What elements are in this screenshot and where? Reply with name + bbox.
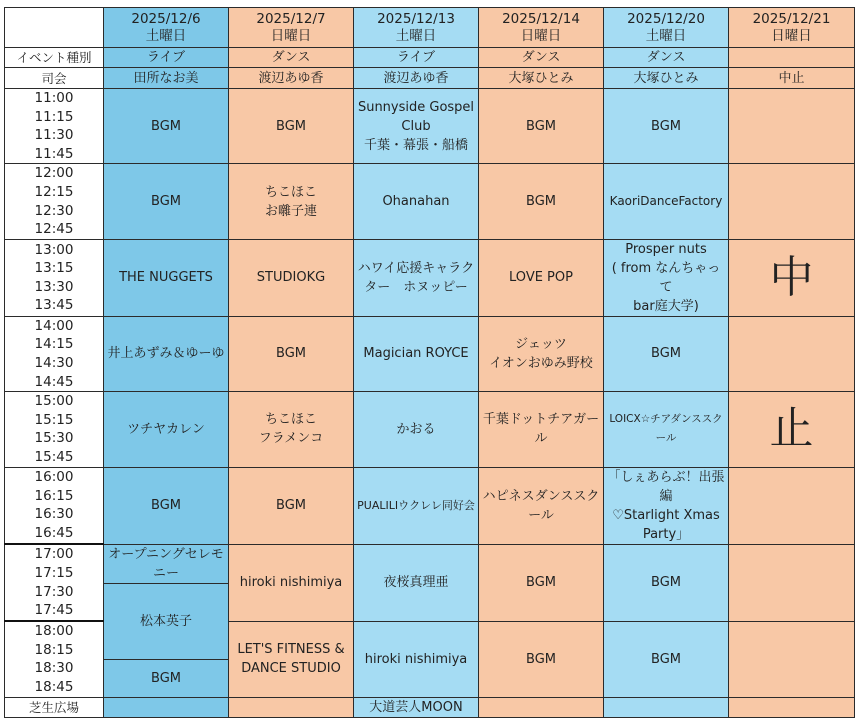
- event-schedule-table: [4, 7, 855, 718]
- slot-cell: THE NUGGETS: [104, 239, 229, 316]
- slot-cell: KaoriDanceFactory: [604, 164, 729, 239]
- cancelled-cell: [729, 316, 855, 391]
- time-cell: 17:00 17:15 17:30 17:45: [5, 544, 104, 621]
- event-type-cell: [729, 48, 855, 68]
- footer-cell: 大道芸人MOON: [354, 697, 479, 717]
- slot-cell: かおる: [354, 392, 479, 467]
- slot-cell: BGM: [104, 164, 229, 239]
- slot-cell: LOVE POP: [479, 239, 604, 316]
- day-header: 2025/12/21 日曜日: [729, 8, 855, 48]
- day-header: 2025/12/7 日曜日: [229, 8, 354, 48]
- slot-cell: 松本英子: [104, 583, 229, 659]
- slot-cell: BGM: [229, 89, 354, 164]
- slot-cell: BGM: [479, 89, 604, 164]
- event-type-cell: ライブ: [104, 48, 229, 68]
- slot-cell: Magician ROYCE: [354, 316, 479, 391]
- event-type-cell: ダンス: [479, 48, 604, 68]
- corner-cell: [5, 8, 104, 48]
- cancelled-mark: 止: [729, 392, 855, 467]
- slot-cell: 井上あずみ＆ゆーゆ: [104, 316, 229, 391]
- slot-cell: ちこほこ フラメンコ: [229, 392, 354, 467]
- slot-cell: BGM: [479, 544, 604, 621]
- slot-cell: 「しぇあらぶ！出張編 ♡Starlight Xmas Party」: [604, 467, 729, 544]
- slot-cell: BGM: [604, 316, 729, 391]
- host-cell: 大塚ひとみ: [479, 68, 604, 89]
- slot-cell: 千葉ドットチアガール: [479, 392, 604, 467]
- cancelled-cell: [729, 621, 855, 697]
- slot-cell: BGM: [604, 621, 729, 697]
- host-cell: 渡辺あゆ香: [354, 68, 479, 89]
- slot-cell: Prosper nuts ( from なんちゃって bar庭大学): [604, 239, 729, 316]
- event-type-label: イベント種別: [5, 48, 104, 68]
- cancelled-mark: 中: [729, 239, 855, 316]
- host-label: 司会: [5, 68, 104, 89]
- footer-cell: [229, 697, 354, 717]
- footer-cell: [604, 697, 729, 717]
- host-cell: 田所なお美: [104, 68, 229, 89]
- slot-cell: BGM: [479, 164, 604, 239]
- slot-cell: ハワイ応援キャラク ター ホヌッピー: [354, 239, 479, 316]
- host-cell: 渡辺あゆ香: [229, 68, 354, 89]
- time-cell: 13:00 13:15 13:30 13:45: [5, 239, 104, 316]
- slot-cell: ツチヤカレン: [104, 392, 229, 467]
- slot-cell: BGM: [104, 467, 229, 544]
- slot-cell: BGM: [104, 659, 229, 697]
- slot-cell: ジェッツ イオンおゆみ野校: [479, 316, 604, 391]
- time-cell: 18:00 18:15 18:30 18:45: [5, 621, 104, 697]
- event-type-cell: ライブ: [354, 48, 479, 68]
- slot-cell: BGM: [604, 544, 729, 621]
- cancelled-cell: [729, 89, 855, 164]
- slot-cell: STUDIOKG: [229, 239, 354, 316]
- slot-cell: PUALILIウクレレ同好会: [354, 467, 479, 544]
- time-cell: 16:00 16:15 16:30 16:45: [5, 467, 104, 544]
- host-cell: 大塚ひとみ: [604, 68, 729, 89]
- footer-cell: [479, 697, 604, 717]
- footer-cell: [729, 697, 855, 717]
- slot-cell: BGM: [229, 467, 354, 544]
- footer-cell: [104, 697, 229, 717]
- slot-cell: BGM: [604, 89, 729, 164]
- slot-cell: Sunnyside Gospel Club 千葉・幕張・船橋: [354, 89, 479, 164]
- cancelled-cell: [729, 164, 855, 239]
- day-header: 2025/12/14 日曜日: [479, 8, 604, 48]
- slot-cell: Ohanahan: [354, 164, 479, 239]
- day-header: 2025/12/13 土曜日: [354, 8, 479, 48]
- event-type-cell: ダンス: [604, 48, 729, 68]
- slot-cell: BGM: [104, 89, 229, 164]
- slot-cell: LET'S FITNESS & DANCE STUDIO: [229, 621, 354, 697]
- time-cell: 15:00 15:15 15:30 15:45: [5, 392, 104, 467]
- host-cell: 中止: [729, 68, 855, 89]
- event-type-cell: ダンス: [229, 48, 354, 68]
- slot-cell: 夜桜真理亜: [354, 544, 479, 621]
- cancelled-cell: [729, 544, 855, 621]
- time-cell: 14:00 14:15 14:30 14:45: [5, 316, 104, 391]
- cancelled-cell: [729, 467, 855, 544]
- slot-cell: LOICX☆チアダンススクール: [604, 392, 729, 467]
- slot-cell: BGM: [229, 316, 354, 391]
- day-header: 2025/12/6 土曜日: [104, 8, 229, 48]
- slot-cell: ハピネスダンススクール: [479, 467, 604, 544]
- slot-cell: hiroki nishimiya: [354, 621, 479, 697]
- slot-cell: hiroki nishimiya: [229, 544, 354, 621]
- lawn-plaza-label: 芝生広場: [5, 697, 104, 717]
- time-cell: 12:00 12:15 12:30 12:45: [5, 164, 104, 239]
- slot-cell: ちこほこ お囃子連: [229, 164, 354, 239]
- time-cell: 11:00 11:15 11:30 11:45: [5, 89, 104, 164]
- day-header: 2025/12/20 土曜日: [604, 8, 729, 48]
- slot-cell: オープニングセレモニー: [104, 544, 229, 583]
- slot-cell: BGM: [479, 621, 604, 697]
